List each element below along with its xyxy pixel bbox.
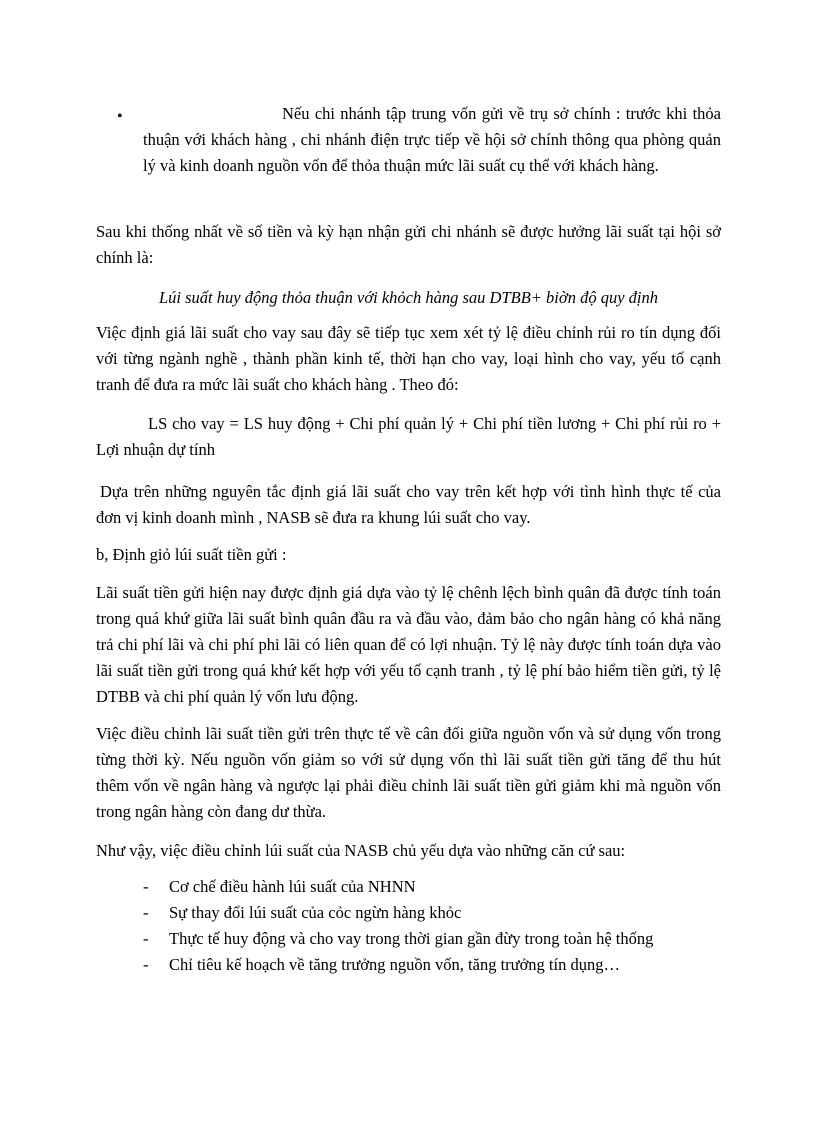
framework-paragraph: Dựa trên những nguyên tắc định giá lãi suất cho vay trên kết hợp với tình hình thực tế của đơn vị kinh doanh mình , NASB sẽ đưa ra khung lúi suất cho vay.: [96, 482, 721, 527]
list-item-text: Chỉ tiêu kế hoạch về tăng trưởng nguồn vốn, tăng trưởng tín dụng…: [169, 955, 620, 974]
bases-list: [143, 874, 721, 978]
loan-pricing-paragraph: Việc định giá lãi suất cho vay sau đây sẽ tiếp tục xem xét tỷ lệ điều chỉnh rủi ro tín dụng đối với từng ngành nghề , thành phần kinh tế, thời hạn cho vay, loại hình cho vay, yếu tố cạnh tranh để đưa ra mức lãi suất cho khách hàng . Theo đó:: [96, 323, 721, 394]
list-item-text: Cơ chế điều hành lúi suất của NHNN: [169, 877, 416, 896]
list-item: [143, 874, 721, 900]
loan-rate-formula: LS cho vay = LS huy động + Chi phí quản lý + Chi phí tiền lương + Chi phí rủi ro + Lợi nhuận dự tính: [96, 414, 721, 459]
list-item: [143, 926, 721, 952]
list-item: [143, 952, 721, 978]
list-item-text: Sự thay đổi lúi suất của cỏc ngừn hàng khỏc: [169, 903, 462, 922]
settlement-paragraph: Sau khi thống nhất về số tiền và kỳ hạn nhận gửi chi nhánh sẽ được hưởng lãi suất tại hội sở chính là:: [96, 222, 721, 267]
deposit-rate-formula: Lúi suất huy động thỏa thuận với khỏch hàng sau DTBB+ biờn độ quy định: [159, 288, 658, 307]
adjustment-paragraph: Việc điều chỉnh lãi suất tiền gửi trên thực tế về cân đối giữa nguồn vốn và sử dụng vốn trong từng thời kỳ. Nếu nguồn vốn giảm so với sử dụng vốn thì lãi suất tiền gửi tăng để thu hút thêm vốn về ngân hàng và ngược lại phải điều chỉnh lãi suất tiền gửi giảm khi mà nguồn vốn trong ngân hàng còn đang dư thừa.: [96, 724, 721, 821]
list-dash: -: [143, 955, 149, 974]
bullet-marker: •: [117, 108, 123, 125]
list-dash: -: [143, 877, 149, 896]
section-heading-b: b, Định giỏ lúi suất tiền gửi :: [96, 545, 287, 564]
list-item-text: Thực tế huy động và cho vay trong thời gian gần đừy trong toàn hệ thống: [169, 929, 654, 948]
list-dash: -: [143, 903, 149, 922]
deposit-rate-paragraph: Lãi suất tiền gửi hiện nay được định giá dựa vào tỷ lệ chênh lệch bình quân đã được tính toán trong quá khứ giữa lãi suất bình quân đầu ra và đầu vào, đảm bảo cho ngân hàng có khả năng trả chi phí lãi và chi phí phi lãi có liên quan để có lợi nhuận. Tỷ lệ này được tính toán dựa vào lãi suất tiền gửi trong quá khứ kết hợp với yếu tố cạnh tranh , tỷ lệ phí bảo hiểm tiền gửi, tỷ lệ DTBB và chi phí quản lý vốn lưu động.: [96, 583, 721, 706]
bases-intro-paragraph: Như vậy, việc điều chỉnh lúi suất của NASB chủ yếu dựa vào những căn cứ sau:: [96, 841, 626, 860]
list-dash: -: [143, 929, 149, 948]
list-item: [143, 900, 721, 926]
bullet-paragraph: Nếu chi nhánh tập trung vốn gửi về trụ sở chính : trước khi thỏa thuận với khách hàng , chi nhánh điện trực tiếp về hội sở chính thông qua phòng quản lý và kinh doanh nguồn vốn để thỏa thuận mức lãi suất cụ thể với khách hàng.: [143, 104, 721, 175]
